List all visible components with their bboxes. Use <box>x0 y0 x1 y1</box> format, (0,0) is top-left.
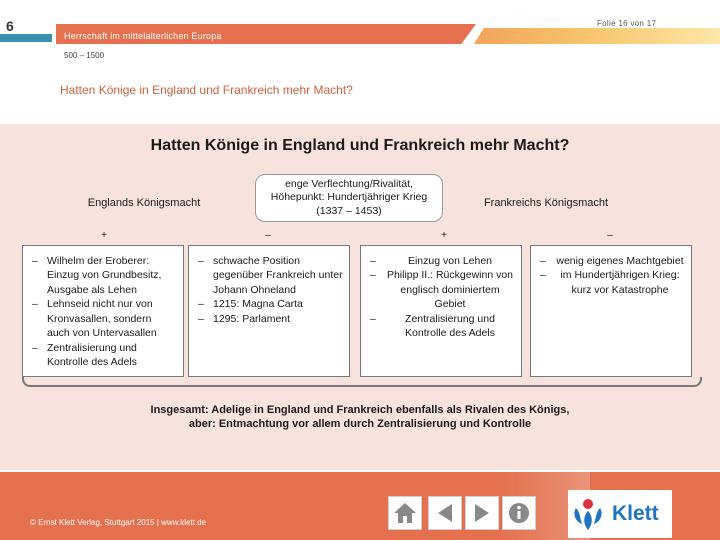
copyright: © Ernst Klett Verlag, Stuttgart 2015 | www.klett.de <box>30 518 207 527</box>
category-link: enge Verflechtung/Rivalität, Höhepunkt: Hundertjähriger Krieg (1337 – 1453) <box>255 174 443 222</box>
previous-icon <box>434 502 456 524</box>
chapter-number: 6 <box>6 18 14 34</box>
list-item: – wenig eigenes Machtgebiet <box>535 254 687 268</box>
course-title: Herrschaft im mittelalterlichen Europa <box>64 31 222 41</box>
chapter-tab <box>0 34 52 42</box>
sign-france-minus: – <box>607 230 613 241</box>
list-france-minus <box>530 245 692 377</box>
klett-leaf-icon <box>568 494 608 534</box>
summary-line-1: Insgesamt: Adelige in England und Frankreich ebenfalls als Rivalen des Königs, <box>150 404 570 416</box>
next-button[interactable] <box>465 496 499 530</box>
category-england: Englands Königsmacht <box>87 197 201 209</box>
list-item: – Philipp II.: Rückgewinn von englisch dominiertem Gebiet <box>365 268 517 311</box>
summary-line-2: aber: Entmachtung vor allem durch Zentralisierung und Kontrolle <box>188 418 532 431</box>
list-item: – Zentralisierung und Kontrolle des Adels <box>365 312 517 341</box>
time-range: 500 – 1500 <box>64 51 105 60</box>
summary-text <box>110 403 610 432</box>
list-item: – Einzug von Lehen <box>365 254 517 268</box>
category-france: Frankreichs Königsmacht <box>483 197 609 209</box>
slide-subtitle: Hatten Könige in England und Frankreich mehr Macht? <box>60 83 353 97</box>
list-item: – 1295: Parlament <box>193 312 345 326</box>
list-item: – Zentralisierung und Kontrolle des Adels <box>27 341 179 370</box>
list-item: – Wilhelm der Eroberer: Einzug von Grundbesitz, Ausgabe als Lehen <box>27 254 179 297</box>
list-item: – schwache Position gegenüber Frankreich unter Johann Ohneland <box>193 254 345 297</box>
slide-counter: Folie 16 von 17 <box>597 19 657 28</box>
list-item: – Lehnseid nicht nur von Kronvasallen, sondern auch von Untervasallen <box>27 297 179 340</box>
list-france-plus <box>360 245 522 377</box>
info-button[interactable] <box>502 496 536 530</box>
main-title: Hatten Könige in England und Frankreich mehr Macht? <box>150 137 570 154</box>
info-icon <box>507 501 531 525</box>
logo-text: Klett <box>612 502 659 525</box>
sign-france-plus: + <box>441 230 447 241</box>
list-item: – im Hundertjährigen Krieg: kurz vor Katastrophe <box>535 268 687 297</box>
home-button[interactable] <box>388 496 422 530</box>
klett-logo <box>568 490 672 538</box>
next-icon <box>471 502 493 524</box>
sign-england-minus: – <box>265 230 271 241</box>
list-england-minus <box>188 245 350 377</box>
sign-england-plus: + <box>101 230 107 241</box>
list-england-plus <box>22 245 184 377</box>
home-icon <box>392 501 418 525</box>
header-accent-bar <box>474 28 720 44</box>
list-item: – 1215: Magna Carta <box>193 297 345 311</box>
previous-button[interactable] <box>428 496 462 530</box>
summary-bracket <box>22 377 702 387</box>
